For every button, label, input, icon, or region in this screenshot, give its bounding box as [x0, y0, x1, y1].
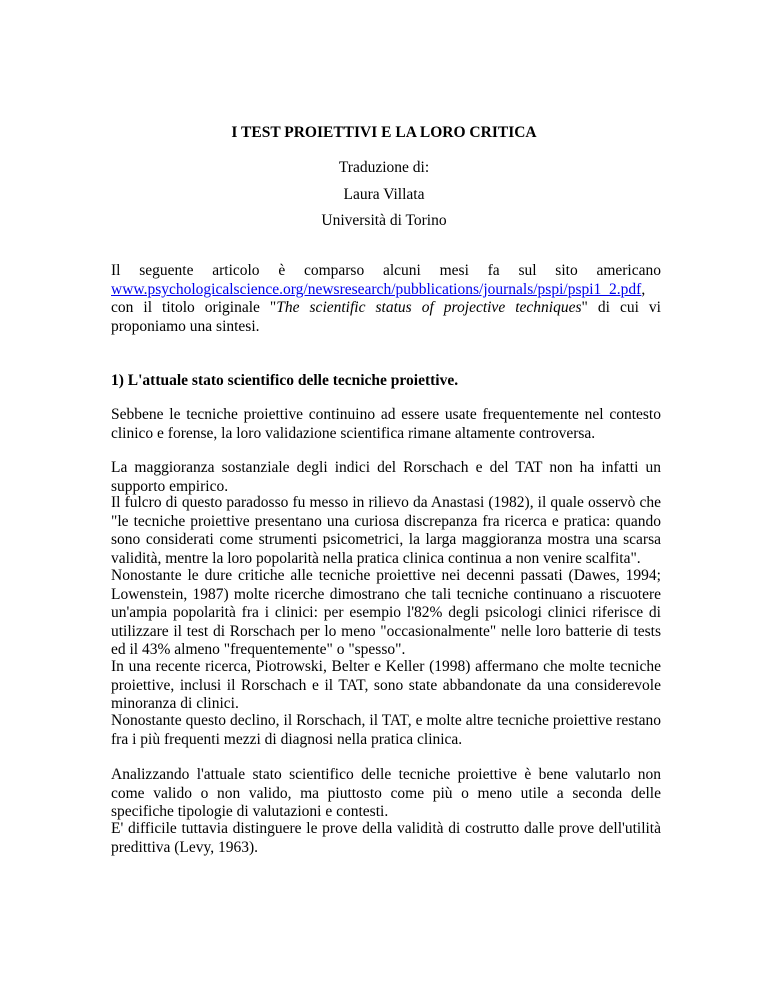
translator-name: Laura Villata — [343, 186, 425, 203]
paragraph: In una recente ricerca, Piotrowski, Belter e Keller (1998) affermano che molte tecniche proiettive, inclusi il Rorschach e il TAT, sono state abbandonate da una considerevole minoranza di clinici. — [111, 658, 661, 712]
intro-line-3-after: " di cui vi — [581, 299, 661, 316]
paragraph: La maggioranza sostanziale degli indici del Rorschach e del TAT non ha infatti un supporto empirico. — [111, 459, 661, 495]
university-name: Università di Torino — [321, 212, 447, 229]
paragraph: E' difficile tuttavia distinguere le prove della validità di costrutto dalle prove dell'utilità predittiva (Levy, 1963). — [111, 820, 661, 856]
intro-line-3 — [111, 299, 661, 318]
intro-line-1: Il seguente articolo è comparso alcuni mesi fa sul sito americano — [111, 262, 661, 279]
paragraph: Sebbene le tecniche proiettive continuino ad essere usate frequentemente nel contesto clinico e forense, la loro validazione scientifica rimane altamente controversa. — [111, 406, 661, 442]
paragraph: Analizzando l'attuale stato scientifico delle tecniche proiettive è bene valutarlo non come valido o non valido, ma piuttosto come più o meno utile a seconda delle specifiche tipologie di valutazioni e contesti. — [111, 766, 661, 820]
document-title: I TEST PROIETTIVI E LA LORO CRITICA — [231, 124, 537, 141]
intro-line-2 — [111, 281, 661, 300]
paragraph: Nonostante questo declino, il Rorschach, il TAT, e molte altre tecniche proiettive restano fra i più frequenti mezzi di diagnosi nella pratica clinica. — [111, 712, 661, 748]
section-heading: 1) L'attuale stato scientifico delle tecniche proiettive. — [111, 372, 459, 389]
paragraph: Il fulcro di questo paradosso fu messo in rilievo da Anastasi (1982), il quale osservò che "le tecniche proiettive presentano una curiosa discrepanza fra ricerca e pratica: quando sono considerati come strumenti psicometrici, la larga maggioranza mostra una scarsa validità, mentre la loro popolarità nella pratica clinica continua a non venire scalfita". — [111, 494, 661, 567]
original-title: The scientific status of projective techniques — [276, 299, 582, 316]
translation-label: Traduzione di: — [338, 159, 430, 176]
paragraph: Nonostante le dure critiche alle tecniche proiettive nei decenni passati (Dawes, 1994; Lowenstein, 1987) molte ricerche dimostrano che tali tecniche continuano a riscuotere un'ampia popolarità fra i clinici: per esempio l'82% degli psicologi clinici riferisce di utilizzare il test di Rorschach per lo meno "occasionalmente" nelle loro batterie di tests ed il 43% almeno "frequentemente" o "spesso". — [111, 567, 661, 658]
article-link[interactable]: www.psychologicalscience.org/newsresearch/pubblications/journals/pspi/pspi1_2.pdf — [111, 281, 642, 298]
intro-line-4: proponiamo una sintesi. — [111, 318, 260, 335]
intro-line-3-before: con il titolo originale " — [111, 299, 277, 316]
intro-comma: , — [641, 281, 646, 298]
